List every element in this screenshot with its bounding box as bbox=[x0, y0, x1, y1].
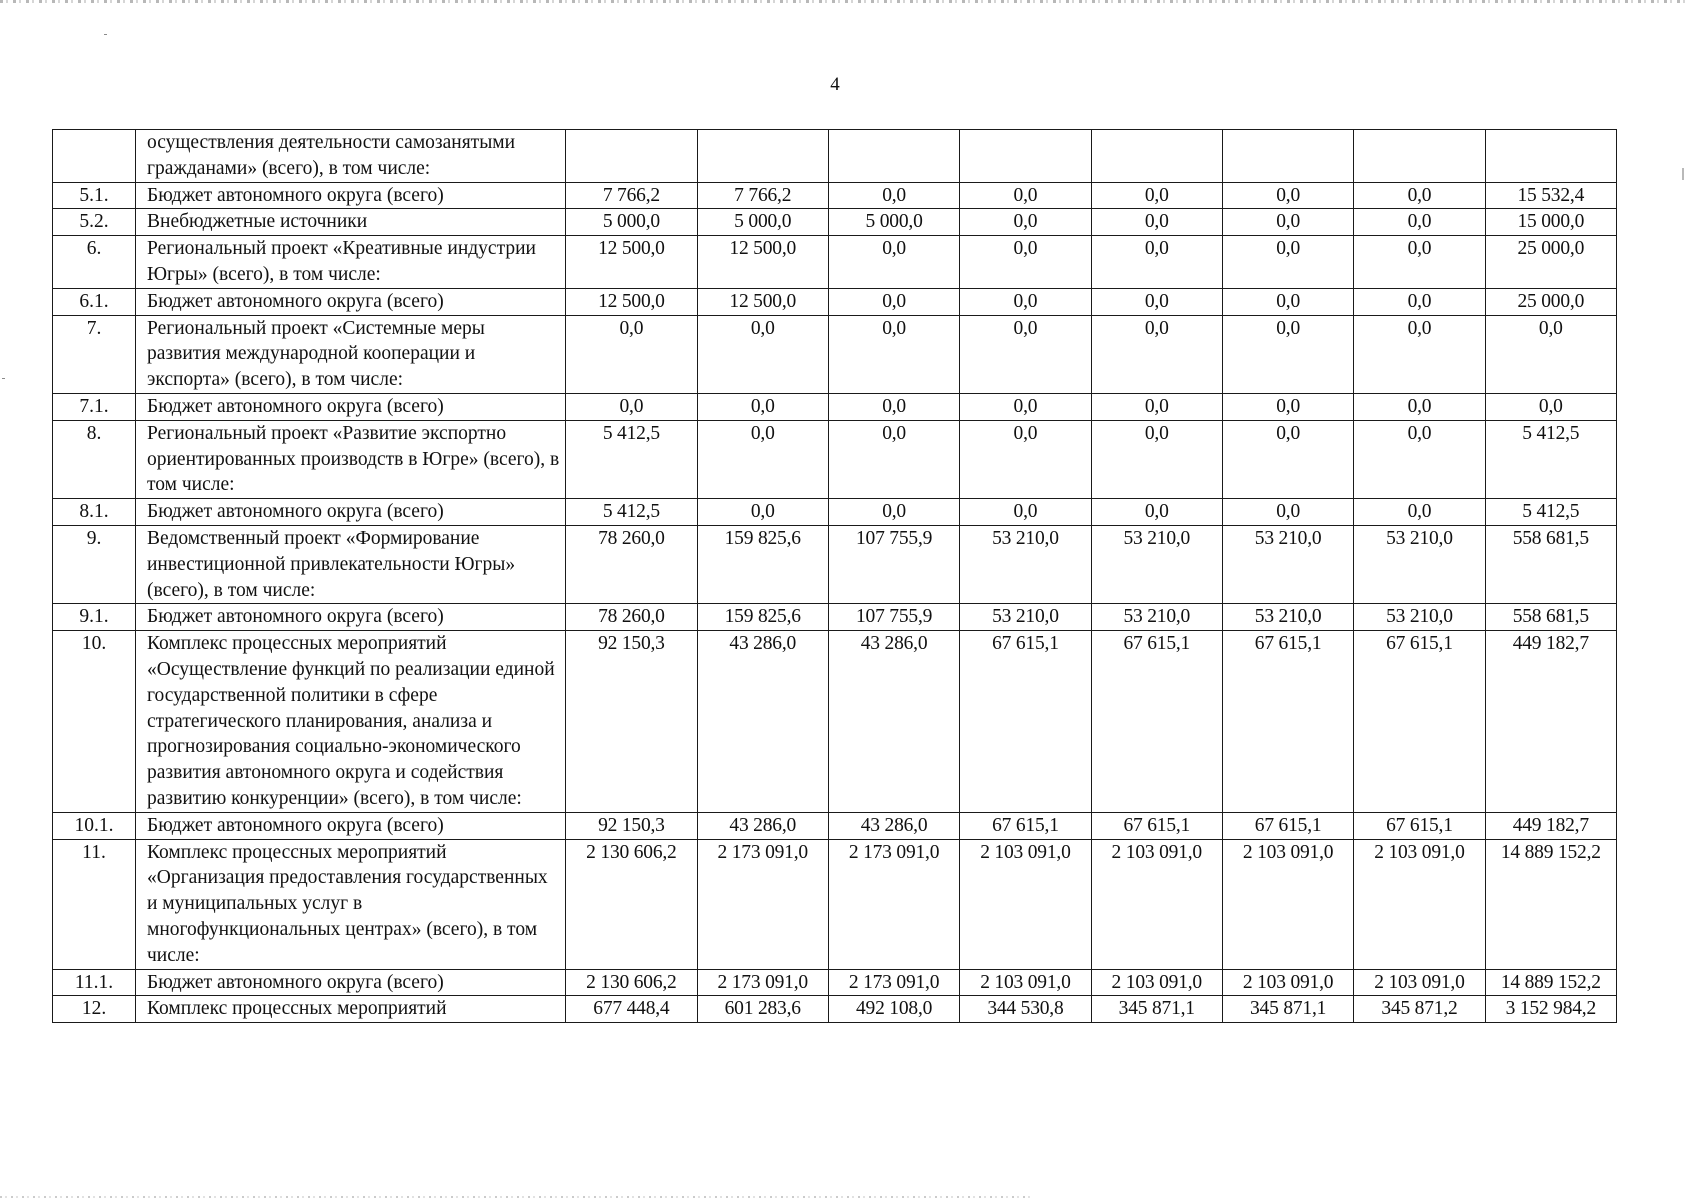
value-cell: 558 681,5 bbox=[1485, 525, 1616, 603]
value-cell: 5 412,5 bbox=[1485, 420, 1616, 498]
value-cell: 78 260,0 bbox=[566, 604, 697, 631]
value-cell: 0,0 bbox=[566, 393, 697, 420]
value-cell: 0,0 bbox=[1091, 420, 1222, 498]
row-number-cell: 7.1. bbox=[53, 393, 136, 420]
value-cell: 5 412,5 bbox=[566, 499, 697, 526]
value-cell: 2 103 091,0 bbox=[1354, 839, 1485, 969]
value-cell bbox=[1222, 130, 1353, 183]
value-cell: 0,0 bbox=[828, 420, 959, 498]
scan-speck bbox=[104, 34, 107, 35]
value-cell: 0,0 bbox=[1091, 315, 1222, 393]
value-cell: 7 766,2 bbox=[566, 182, 697, 209]
value-cell: 0,0 bbox=[960, 209, 1091, 236]
value-cell: 0,0 bbox=[828, 499, 959, 526]
table-row bbox=[53, 969, 1617, 996]
row-name-cell: Бюджет автономного округа (всего) bbox=[136, 182, 566, 209]
value-cell: 2 173 091,0 bbox=[828, 969, 959, 996]
value-cell: 492 108,0 bbox=[828, 996, 959, 1023]
value-cell: 449 182,7 bbox=[1485, 812, 1616, 839]
table-row bbox=[53, 604, 1617, 631]
row-number-cell: 11. bbox=[53, 839, 136, 969]
value-cell: 2 103 091,0 bbox=[1091, 839, 1222, 969]
value-cell: 5 412,5 bbox=[1485, 499, 1616, 526]
value-cell: 53 210,0 bbox=[1091, 525, 1222, 603]
value-cell: 107 755,9 bbox=[828, 604, 959, 631]
value-cell: 0,0 bbox=[1354, 182, 1485, 209]
row-number-cell: 8.1. bbox=[53, 499, 136, 526]
value-cell: 43 286,0 bbox=[828, 812, 959, 839]
value-cell bbox=[1354, 130, 1485, 183]
value-cell: 0,0 bbox=[1091, 209, 1222, 236]
value-cell: 43 286,0 bbox=[697, 812, 828, 839]
value-cell: 0,0 bbox=[1222, 236, 1353, 289]
value-cell: 5 000,0 bbox=[697, 209, 828, 236]
value-cell: 449 182,7 bbox=[1485, 631, 1616, 813]
value-cell: 15 532,4 bbox=[1485, 182, 1616, 209]
value-cell: 67 615,1 bbox=[1354, 812, 1485, 839]
value-cell: 0,0 bbox=[828, 288, 959, 315]
row-name-cell: Комплекс процессных мероприятий «Организация предоставления государственных и муниципальных услуг в многофункциональных центрах» (всего), в том числе: bbox=[136, 839, 566, 969]
value-cell: 2 103 091,0 bbox=[960, 969, 1091, 996]
row-number-cell: 8. bbox=[53, 420, 136, 498]
value-cell: 0,0 bbox=[1222, 499, 1353, 526]
value-cell: 159 825,6 bbox=[697, 525, 828, 603]
value-cell: 2 173 091,0 bbox=[828, 839, 959, 969]
value-cell: 0,0 bbox=[828, 393, 959, 420]
value-cell: 67 615,1 bbox=[1091, 812, 1222, 839]
value-cell: 0,0 bbox=[697, 499, 828, 526]
value-cell: 0,0 bbox=[960, 315, 1091, 393]
value-cell: 0,0 bbox=[960, 420, 1091, 498]
value-cell: 43 286,0 bbox=[697, 631, 828, 813]
value-cell: 43 286,0 bbox=[828, 631, 959, 813]
value-cell: 601 283,6 bbox=[697, 996, 828, 1023]
value-cell: 67 615,1 bbox=[960, 812, 1091, 839]
row-number-cell: 9.1. bbox=[53, 604, 136, 631]
row-name-cell: осуществления деятельности самозанятыми гражданами» (всего), в том числе: bbox=[136, 130, 566, 183]
value-cell: 0,0 bbox=[960, 182, 1091, 209]
table-row bbox=[53, 996, 1617, 1023]
value-cell: 5 000,0 bbox=[828, 209, 959, 236]
value-cell: 5 000,0 bbox=[566, 209, 697, 236]
value-cell: 0,0 bbox=[960, 393, 1091, 420]
value-cell: 2 173 091,0 bbox=[697, 969, 828, 996]
value-cell: 2 130 606,2 bbox=[566, 839, 697, 969]
value-cell: 12 500,0 bbox=[697, 288, 828, 315]
table-row bbox=[53, 499, 1617, 526]
table-row bbox=[53, 393, 1617, 420]
value-cell: 0,0 bbox=[1091, 182, 1222, 209]
value-cell bbox=[960, 130, 1091, 183]
value-cell: 2 103 091,0 bbox=[1091, 969, 1222, 996]
value-cell: 0,0 bbox=[566, 315, 697, 393]
value-cell: 15 000,0 bbox=[1485, 209, 1616, 236]
value-cell: 0,0 bbox=[1354, 315, 1485, 393]
value-cell: 0,0 bbox=[1485, 315, 1616, 393]
value-cell: 53 210,0 bbox=[1354, 604, 1485, 631]
table-body bbox=[53, 130, 1617, 1023]
value-cell: 0,0 bbox=[1354, 393, 1485, 420]
value-cell: 7 766,2 bbox=[697, 182, 828, 209]
value-cell: 0,0 bbox=[828, 236, 959, 289]
value-cell: 0,0 bbox=[1222, 288, 1353, 315]
value-cell: 2 103 091,0 bbox=[960, 839, 1091, 969]
value-cell bbox=[697, 130, 828, 183]
value-cell: 12 500,0 bbox=[566, 288, 697, 315]
row-number-cell: 5.2. bbox=[53, 209, 136, 236]
value-cell bbox=[828, 130, 959, 183]
value-cell: 0,0 bbox=[1091, 236, 1222, 289]
value-cell: 2 173 091,0 bbox=[697, 839, 828, 969]
value-cell: 92 150,3 bbox=[566, 631, 697, 813]
row-name-cell: Региональный проект «Системные меры развития международной кооперации и экспорта» (всего), в том числе: bbox=[136, 315, 566, 393]
row-name-cell: Ведомственный проект «Формирование инвестиционной привлекательности Югры» (всего), в том числе: bbox=[136, 525, 566, 603]
value-cell: 53 210,0 bbox=[960, 525, 1091, 603]
table-row bbox=[53, 812, 1617, 839]
table-row bbox=[53, 130, 1617, 183]
value-cell bbox=[1091, 130, 1222, 183]
value-cell: 0,0 bbox=[1222, 209, 1353, 236]
table-row bbox=[53, 209, 1617, 236]
scan-speck bbox=[1682, 168, 1684, 180]
value-cell: 53 210,0 bbox=[1222, 604, 1353, 631]
value-cell: 0,0 bbox=[960, 236, 1091, 289]
value-cell: 558 681,5 bbox=[1485, 604, 1616, 631]
value-cell: 0,0 bbox=[1222, 182, 1353, 209]
value-cell: 0,0 bbox=[1091, 499, 1222, 526]
row-name-cell: Бюджет автономного округа (всего) bbox=[136, 288, 566, 315]
table-row bbox=[53, 631, 1617, 813]
value-cell: 0,0 bbox=[828, 182, 959, 209]
value-cell: 12 500,0 bbox=[697, 236, 828, 289]
value-cell: 0,0 bbox=[697, 420, 828, 498]
value-cell: 53 210,0 bbox=[1354, 525, 1485, 603]
value-cell: 0,0 bbox=[1091, 288, 1222, 315]
value-cell: 2 103 091,0 bbox=[1354, 969, 1485, 996]
table-row bbox=[53, 315, 1617, 393]
value-cell: 67 615,1 bbox=[1222, 631, 1353, 813]
value-cell: 53 210,0 bbox=[1222, 525, 1353, 603]
row-name-cell: Бюджет автономного округа (всего) bbox=[136, 969, 566, 996]
value-cell: 0,0 bbox=[960, 288, 1091, 315]
value-cell: 0,0 bbox=[960, 499, 1091, 526]
value-cell: 53 210,0 bbox=[1091, 604, 1222, 631]
value-cell: 14 889 152,2 bbox=[1485, 969, 1616, 996]
row-number-cell: 5.1. bbox=[53, 182, 136, 209]
value-cell: 2 103 091,0 bbox=[1222, 839, 1353, 969]
scan-edge-top bbox=[0, 0, 1686, 3]
row-number-cell: 7. bbox=[53, 315, 136, 393]
table-row bbox=[53, 839, 1617, 969]
value-cell: 25 000,0 bbox=[1485, 288, 1616, 315]
page-number: 4 bbox=[830, 74, 840, 95]
table-row bbox=[53, 420, 1617, 498]
value-cell: 0,0 bbox=[1354, 420, 1485, 498]
value-cell: 0,0 bbox=[1222, 393, 1353, 420]
value-cell: 0,0 bbox=[1091, 393, 1222, 420]
value-cell: 53 210,0 bbox=[960, 604, 1091, 631]
budget-table bbox=[52, 129, 1617, 1023]
value-cell: 0,0 bbox=[828, 315, 959, 393]
table-row bbox=[53, 288, 1617, 315]
row-number-cell: 12. bbox=[53, 996, 136, 1023]
value-cell: 14 889 152,2 bbox=[1485, 839, 1616, 969]
value-cell: 92 150,3 bbox=[566, 812, 697, 839]
row-number-cell: 6. bbox=[53, 236, 136, 289]
row-name-cell: Комплекс процессных мероприятий bbox=[136, 996, 566, 1023]
row-name-cell: Бюджет автономного округа (всего) bbox=[136, 499, 566, 526]
value-cell: 5 412,5 bbox=[566, 420, 697, 498]
row-number-cell bbox=[53, 130, 136, 183]
value-cell: 0,0 bbox=[1354, 209, 1485, 236]
value-cell: 345 871,1 bbox=[1091, 996, 1222, 1023]
value-cell: 78 260,0 bbox=[566, 525, 697, 603]
scan-edge-bottom bbox=[0, 1196, 1030, 1198]
value-cell: 12 500,0 bbox=[566, 236, 697, 289]
row-name-cell: Региональный проект «Креативные индустрии Югры» (всего), в том числе: bbox=[136, 236, 566, 289]
value-cell: 0,0 bbox=[1354, 236, 1485, 289]
row-name-cell: Бюджет автономного округа (всего) bbox=[136, 812, 566, 839]
value-cell: 2 103 091,0 bbox=[1222, 969, 1353, 996]
value-cell: 67 615,1 bbox=[1091, 631, 1222, 813]
row-name-cell: Региональный проект «Развитие экспортно ориентированных производств в Югре» (всего), в том числе: bbox=[136, 420, 566, 498]
value-cell: 159 825,6 bbox=[697, 604, 828, 631]
value-cell: 0,0 bbox=[697, 393, 828, 420]
value-cell: 0,0 bbox=[697, 315, 828, 393]
row-name-cell: Бюджет автономного округа (всего) bbox=[136, 393, 566, 420]
row-name-cell: Внебюджетные источники bbox=[136, 209, 566, 236]
row-number-cell: 11.1. bbox=[53, 969, 136, 996]
value-cell bbox=[1485, 130, 1616, 183]
row-name-cell: Комплекс процессных мероприятий «Осуществление функций по реализации единой государственной политики в сфере стратегического планирования, анализа и прогнозирования социально-экономического развития автономного округа и содействия развитию конкуренции» (всего), в том числе: bbox=[136, 631, 566, 813]
value-cell: 345 871,2 bbox=[1354, 996, 1485, 1023]
scan-speck bbox=[2, 378, 5, 379]
row-number-cell: 10. bbox=[53, 631, 136, 813]
value-cell: 345 871,1 bbox=[1222, 996, 1353, 1023]
table-row bbox=[53, 182, 1617, 209]
value-cell: 67 615,1 bbox=[1354, 631, 1485, 813]
value-cell: 0,0 bbox=[1222, 420, 1353, 498]
value-cell: 0,0 bbox=[1222, 315, 1353, 393]
value-cell: 3 152 984,2 bbox=[1485, 996, 1616, 1023]
value-cell: 344 530,8 bbox=[960, 996, 1091, 1023]
row-name-cell: Бюджет автономного округа (всего) bbox=[136, 604, 566, 631]
value-cell: 67 615,1 bbox=[960, 631, 1091, 813]
value-cell bbox=[566, 130, 697, 183]
value-cell: 677 448,4 bbox=[566, 996, 697, 1023]
row-number-cell: 10.1. bbox=[53, 812, 136, 839]
value-cell: 0,0 bbox=[1354, 288, 1485, 315]
table-row bbox=[53, 525, 1617, 603]
value-cell: 0,0 bbox=[1485, 393, 1616, 420]
value-cell: 0,0 bbox=[1354, 499, 1485, 526]
table-row bbox=[53, 236, 1617, 289]
value-cell: 25 000,0 bbox=[1485, 236, 1616, 289]
value-cell: 67 615,1 bbox=[1222, 812, 1353, 839]
row-number-cell: 9. bbox=[53, 525, 136, 603]
value-cell: 107 755,9 bbox=[828, 525, 959, 603]
row-number-cell: 6.1. bbox=[53, 288, 136, 315]
value-cell: 2 130 606,2 bbox=[566, 969, 697, 996]
